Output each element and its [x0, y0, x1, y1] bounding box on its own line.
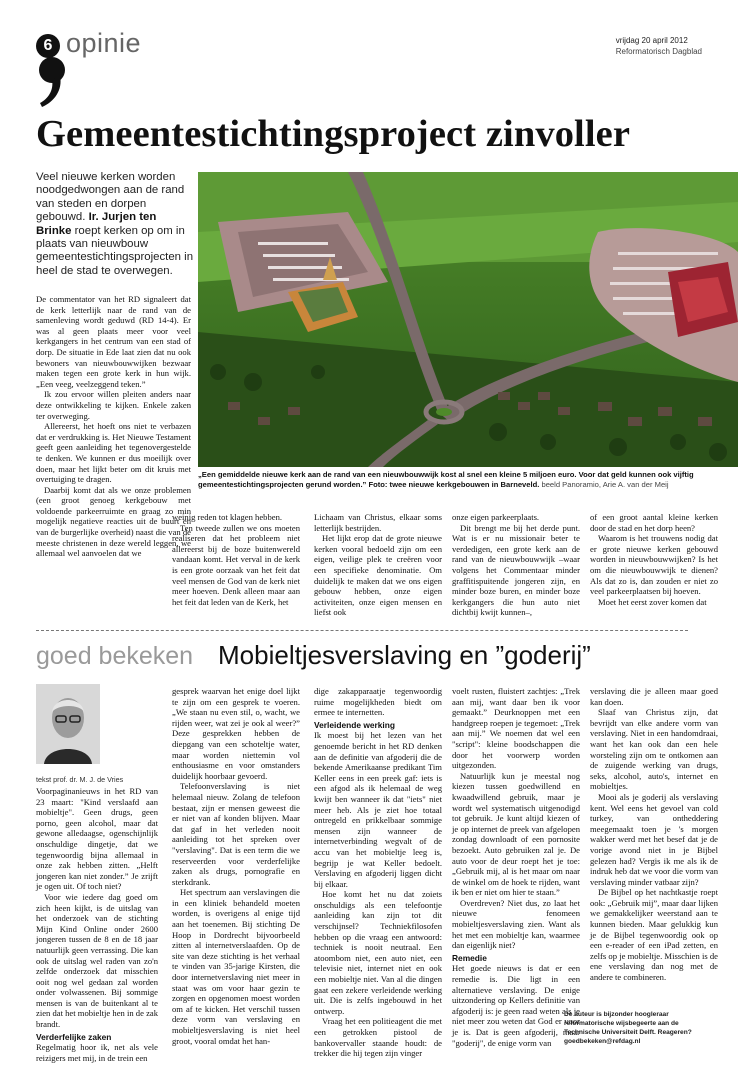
paragraph: Voorpaginanieuws in het RD van 23 maart: "Kind verslaafd aan mobieltje". Geen drugs, geen porno, geen alcohol, maar dat gewone alledaagse, ogenschijnlijk onschuldige dingetje, dat we tegenwoordig bijna allemaal in onze zak hebben zitten. „Helft jongeren kan niet zonder.” Je zrijft je ogen uit. Of toch niet? [36, 786, 158, 892]
column-title: Mobieltjesverslaving en ”goderij” [218, 640, 591, 670]
paragraph: Hoe komt het nu dat zoiets onschuldigs als een telefoontje aanleiding kan zijn tot dit verschijnsel? Techniekfilosofen hebben op die vraag een antwoord: techniek is nooit neutraal. Een atoombom niet, een auto niet, een televisie niet, internet niet en ook een mobieltje niet. Van al die dingen gaat een zekere verleidende werking uit. Die is zelfs ingebouwd in het ontwerp. [314, 889, 442, 1016]
author-bio: De auteur is bijzonder hoogleraar reformatorische wijsbegeerte aan de Technische Universiteit Delft. Reageren? goedbekeken@refdag.nl [564, 1011, 692, 1045]
paragraph: Daarbij komt dat als we onze problemen (een groot genoeg kerkgebouw met voldoende parkeerruimte en graag zo min mogelijk negatieve reacties uit de buurt en van de burgerlijke overheid) naast die van de meeste christenen in deze wereld leggen, we allemaal wel aanvoelen dat we [36, 484, 191, 559]
article-column-4 [452, 512, 580, 618]
paragraph: Regelmatig hoor ik, net als vele reizigers met mij, in de trein een [36, 1042, 158, 1063]
paragraph: Mooi als je goderij als verslaving kent. Wel eens het gevoel van cold turkey, van ontheddering meegemaakt toen je 's morgen wakker werd met het besef dat je de vorige avond niet in je Bijbel gelezen had? Vergis ik me als ik de indruk heb dat we voor die vorm van verslaving minder vatbaar zijn? [590, 791, 718, 887]
subheading: Remedie [452, 952, 487, 963]
article-headline: Gemeentestichtingsproject zinvoller [36, 113, 631, 155]
column-text-1 [36, 786, 158, 1063]
paragraph: onze eigen parkeerplaats. [452, 512, 540, 522]
article-intro [36, 171, 194, 278]
paragraph: Waarom is het trouwens nodig dat er grote nieuwe kerken gebouwd worden in nieuwbouwwijken? Is het om die nieuwbouwwijk te dienen? Als dat zo is, dan zouden er niet zo veel parkeerplaatsen bij hoeven. [590, 533, 718, 597]
section-divider [36, 630, 688, 631]
column-text-4 [452, 686, 580, 1054]
page-number: 6 [36, 34, 60, 58]
paragraph: Telefoonverslaving is niet helemaal nieuw. Zolang de telefoon bestaat, zijn er mensen geweest die er niet van af konden blijven. Maar dat gaf in het verleden nooit aanleiding tot het spreken over "verslaving". Dat is een term die we reserveerden voor verderfelijke zaken als drugs, pornografie en sterkdrank. [172, 781, 300, 887]
dateline [616, 35, 702, 57]
photo-credit: beeld Panoramio, Arie A. van der Meij [541, 480, 669, 489]
paragraph: Overdreven? Niet dus, zo laat het nieuwe fenomeen mobieltjesverslaving zien. Want als het met een mobieltje kan, waarmee dan eigenlijk niet? [452, 897, 580, 951]
paragraph: Ik moest bij het lezen van het genoemde bericht in het RD denken aan de definitie van afgoderij die de bekende Amerikaanse predikant Tim Keller eens in een preek gaf: iets is een afgod als ik helemaal de weg kwijt ben wanneer ik dat "iets" niet meer heb. Als je ziet hoe totaal ontregeld en prikkelbaar sommige mensen zijn wanneer de internetverbinding wegvalt of de accu van het mobieltje leeg is, begrijp je wat Keller bedoelt. Verslaving en afgoderij liggen dicht bij elkaar. [314, 730, 442, 889]
column-text-3 [314, 686, 442, 1059]
article-column-2 [172, 512, 300, 612]
paragraph: voelt rusten, fluistert zachtjes: „Trek aan mij, want daar ben ik voor gemaakt.” Deurknoppen met een handgreep roepen je tegemoet: „Trek aan mij.” We noemen dat wel een "script": kleine boodschappen die door het voorwerp worden uitgezonden. [452, 686, 580, 771]
section-title: opinie [66, 28, 142, 58]
paragraph: De commentator van het RD signaleert dat de kerk letterlijk naar de rand van de samenleving wordt geduwd (RD 14-4). Er was al geen plaats meer voor veel kerkgangers in het centrum van een stad of dorp. De situatie in Ede laat zien dat nu ook bewoners van nieuwbouwwijken bezwaar maken tegen een grote kerk in hun wijk. „Een veeg, veelzeggend teken.” [36, 294, 191, 389]
paragraph: dige zakapparaatje tegenwoordig ruime mogelijkheden biedt om ermee te internetten. [314, 686, 442, 718]
paragraph: of een groot aantal kleine kerken door de stad en het dorp heen? [590, 512, 718, 533]
paragraph: Vraag het een politieagent die met een getrokken pistool de bankovervaller staande houdt: de trekker die hij tegen zijn vinger [314, 1016, 442, 1059]
paragraph: Ten tweede zullen we ons moeten realiseren dat het probleem niet allereerst bij de boze buitenwereld vandaan komt. Het verval in de kerk is een grote oorzaak van het feit dat veel mensen de God van de kerk niet meer hoeven. Denk alleen maar aan het feit dat leden van de Kerk, het [172, 522, 300, 607]
paragraph: Lichaam van Christus, elkaar soms letterlijk bestrijden. [314, 512, 442, 533]
paragraph: Het spectrum aan verslavingen die in een kliniek behandeld moeten worden, is overigens al enige tijd aan het toenemen. Bij stichting De Hoop in Dordrecht bijvoorbeeld zitten al internetverslaafden. Op de site van deze stichting is het verhaal te vinden van 35-jarige Kirsten, die door internetverslaving niet meer in staat was om voor haar gezin te zorgen en opgenomen moest worden om af te kicken. Het verschil tussen deze vorm van verslaving en mobieltjesverslaving is niet heel groot, vooral omdat het han- [172, 887, 300, 1046]
column-text-5 [590, 686, 718, 1006]
paragraph: gesprek waarvan het enige doel lijkt te zijn om een gesprek te voeren. „We staan nu even stil, o, wacht, we rijden weer, wat zei je ook al weer?” Deze gesprekken hebben de diepgang van een schoteltje water, maar worden niettemin vol enthousiasme en voor omstanders duidelijk hoorbaar gevoerd. [172, 686, 300, 781]
newspaper-name: Reformatorisch Dagblad [615, 47, 702, 56]
paragraph: Dit brengt me bij het derde punt. Wat is er nu missionair beter te verdedigen, een grote kerk aan de rand van de nieuwbouwwijk –waar volgens het Commentaar minder graffitispuitende jongeren zijn, en minder boze buren, en minder boze kerkgangers die hun auto niet dichtbij kwijt kunnen–, [452, 522, 580, 618]
subheading: Verleidende werking [314, 719, 395, 730]
column-author: tekst prof. dr. M. J. de Vries [36, 775, 124, 784]
paragraph: weinig reden tot klagen hebben. [172, 512, 283, 522]
comma-logo-icon [36, 56, 68, 108]
paragraph: Ik zou ervoor willen pleiten anders naar deze ontwikkeling te kijken. Enkele zaken ter overweging. [36, 389, 191, 421]
paragraph: verslaving die je alleen maar goed kan doen. [590, 686, 718, 707]
paragraph: Voor wie iedere dag goed om zich heen kijkt, is de uitslag van het onderzoek van de stichting Mijn Kind Online onder 2600 jongeren tussen de 8 en de 18 jaar natuurlijk geen verrassing. Die kan ook de uitslag wel raden van zo'n zelfde onderzoek dat misschien ooit nog wel gedaan zal worden onder volwassenen. Bij sommige mensen is van de buitenkant al te zien dat het mobieltje hen in de zak brandt. [36, 891, 158, 1030]
issue-date: vrijdag 20 april 2012 [615, 36, 688, 45]
column-label: goed bekeken [36, 642, 194, 670]
paragraph: Het goede nieuws is dat er een remedie is. Die ligt in een alternatieve verslaving. De enige uitzondering op Kellers definitie van afgoderij is: je geen raad weten als je niet meer zou weten dat God er voor je is. Dat is geen afgoderij, maar "goderij", de enige vorm van [452, 963, 580, 1048]
paragraph: Het lijkt erop dat de grote nieuwe kerken vooral bedoeld zijn om een eigen, veilige plek te creëren voor een specifieke denominatie. Om duidelijk te maken dat we ons eigen gebouw hebben, onze eigen activiteiten, onze eigen mensen en liefst ook [314, 533, 442, 618]
article-column-3 [314, 512, 442, 618]
paragraph: De Bijbel op het nachtkastje roept ook: „Gebruik mij”, maar daar lijken we gemakkelijker weerstand aan te kunnen bieden. Maar gelukkig kun je de Bijbel tegenwoordig ook op een e-reader of een iPad zetten, en zelfs op je mobieltje. Misschien is de ene verslaving dan nog met de andere te combineren. [590, 887, 718, 983]
paragraph: Allereerst, het hoeft ons niet te verbazen dat er verdrukking is. Het Nieuwe Testament geeft geen aanleiding het tegenovergestelde te denken. We kunnen er dus moeilijk over doen, maar het lijkt beter om dit kruis met overtuiging te dragen. [36, 421, 191, 485]
intro-text: Veel nieuwe kerken worden noodgedwongen aan de rand van steden en dorpen gebouwd. [36, 171, 185, 224]
paragraph: Natuurlijk kun je meestal nog kiezen tussen goedwillend en kwaadwillend gebruik, maar je wordt wel systematisch uitgenodigd tot gebruik. Je kunt altijd kiezen of je op internet de preek van afgelopen zondag downloadt of een pornosite bezoekt. Auto gebruiken zal je. De auto voor de deur roept het je toe: „Gebruik mij, al is het maar om naar de winkel om de hoek te rijden, want ik ben er niet om hier te staan.” [452, 770, 580, 898]
column-text-2 [172, 686, 300, 1054]
intro-author: Ir. Jurjen ten Brinke [36, 211, 157, 237]
intro-text-end: roept kerken op om in plaats van nieuwbouw gemeentestichtingsprojecten in heel de stad te overwegen. [36, 224, 194, 277]
aerial-church-photo [198, 172, 738, 467]
article-column-1 [36, 294, 191, 620]
paragraph: Slaaf van Christus zijn, dat bevrijdt van elke andere vorm van verslaving. Niet in een handomdraai, want het kan ook dan een hele worsteling zijn om te ontkomen aan de zuigende werking van drugs, seks, alcohol, auto's, internet en mobieltjes. [590, 707, 718, 792]
photo-caption [198, 470, 738, 490]
author-portrait [36, 684, 100, 764]
subheading: Verderfelijke zaken [36, 1031, 112, 1042]
article-column-5 [590, 512, 718, 612]
caption-text: „Een gemiddelde nieuwe kerk aan de rand van een nieuwbouwwijk kost al snel een kleine 5 miljoen euro. Voor dat geld kunnen ook vijftig gemeentestichtingsprojecten gerund worden.” Foto: twee nieuwe kerkgebouwen in Barneveld. [198, 470, 694, 489]
paragraph: Moet het eerst zover komen dat [598, 596, 707, 607]
